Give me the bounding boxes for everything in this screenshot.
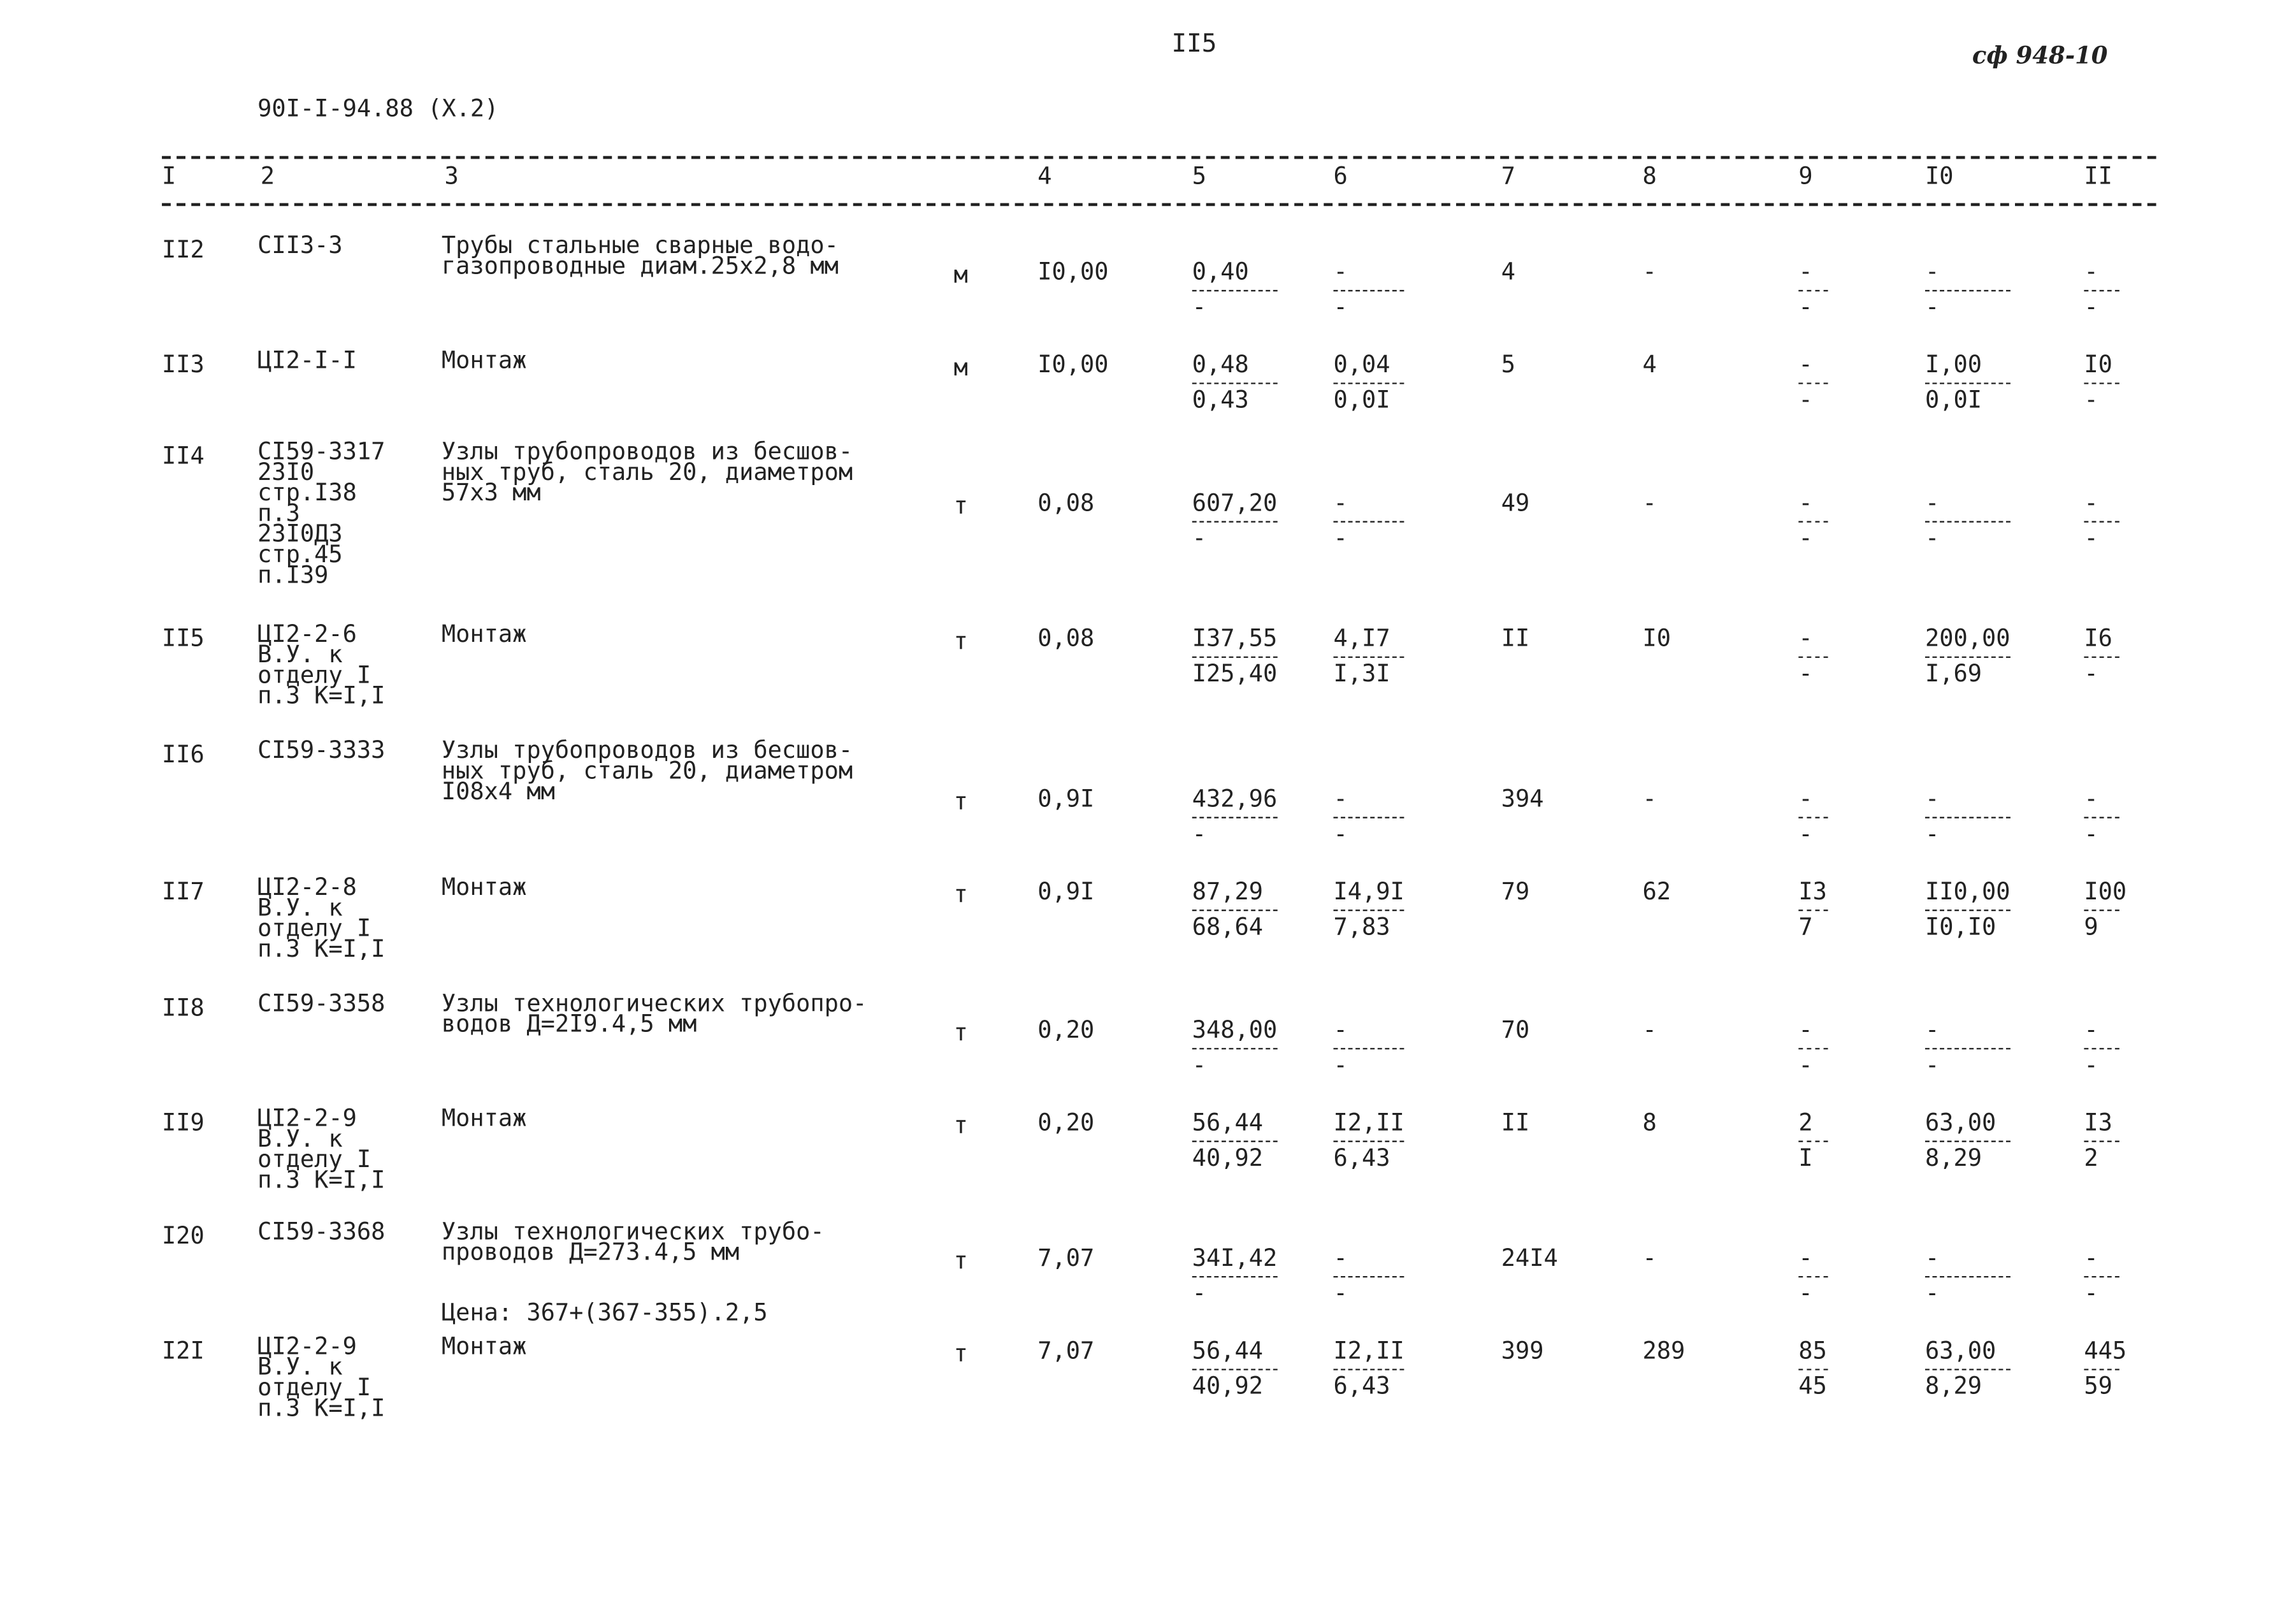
- c5-fraction-rule: [1192, 1276, 1278, 1277]
- c10-denominator: -: [1924, 524, 1940, 552]
- c10-denominator: 8,29: [1924, 1372, 1982, 1400]
- c6-denominator: 6,43: [1333, 1372, 1390, 1400]
- rate-code: ЦI2-I-I: [257, 345, 357, 374]
- c9-numerator: -: [1798, 350, 1813, 379]
- col8-value: 289: [1642, 1336, 1686, 1365]
- column-header-11: II: [2084, 162, 2112, 190]
- document-code: 90I-I-94.88 (X.2): [257, 94, 499, 122]
- c5-fraction-rule: [1192, 910, 1278, 911]
- unit: т: [953, 1018, 968, 1047]
- c11-numerator: -: [2084, 258, 2098, 286]
- column-header-10: I0: [1924, 162, 1954, 190]
- c6-fraction-rule: [1333, 290, 1404, 291]
- c11-fraction-rule: [2084, 1369, 2119, 1370]
- c9-denominator: 45: [1798, 1372, 1827, 1400]
- c6-denominator: 7,83: [1333, 912, 1390, 941]
- c11-denominator: -: [2084, 385, 2098, 414]
- c10-fraction-rule: [1925, 521, 2011, 522]
- archive-stamp: сф 948-10: [1972, 41, 2108, 69]
- c9-fraction-rule: [1798, 1276, 1828, 1277]
- c10-numerator: I,00: [1924, 350, 1982, 379]
- col7-value: II: [1501, 1108, 1530, 1136]
- c6-denominator: -: [1333, 524, 1348, 552]
- c5-numerator: 348,00: [1192, 1015, 1278, 1044]
- c9-numerator: I3: [1798, 877, 1827, 906]
- c6-numerator: -: [1333, 258, 1348, 286]
- rate-code: CI59-3333: [257, 736, 386, 764]
- c5-denominator: 40,92: [1192, 1143, 1264, 1172]
- c9-numerator: -: [1798, 488, 1813, 517]
- rate-code: ЦI2-2-8 В.У. к отделу I п.3 К=I,I: [257, 873, 386, 963]
- c11-numerator: -: [2084, 1015, 2098, 1044]
- c10-fraction-rule: [1925, 657, 2011, 658]
- c9-fraction-rule: [1798, 910, 1828, 911]
- c11-denominator: -: [2084, 820, 2098, 848]
- c9-numerator: -: [1798, 784, 1813, 813]
- c6-fraction-rule: [1333, 910, 1404, 911]
- c10-fraction-rule: [1925, 1048, 2011, 1049]
- c6-denominator: I,3I: [1333, 659, 1390, 688]
- work-description: Монтаж: [441, 873, 527, 901]
- c6-fraction-rule: [1333, 1141, 1404, 1142]
- quantity: 7,07: [1037, 1336, 1095, 1365]
- c11-fraction-rule: [2084, 817, 2119, 818]
- c5-numerator: I37,55: [1192, 624, 1278, 652]
- c6-fraction-rule: [1333, 657, 1404, 658]
- c11-fraction-rule: [2084, 290, 2119, 291]
- c6-denominator: -: [1333, 293, 1348, 321]
- c6-numerator: I4,9I: [1333, 877, 1404, 906]
- rate-code: CI59-3368: [257, 1217, 386, 1245]
- c9-numerator: -: [1798, 1015, 1813, 1044]
- item-number: II8: [162, 993, 205, 1022]
- c5-denominator: -: [1192, 293, 1207, 321]
- header-bottom-rule: [162, 203, 2156, 207]
- c11-numerator: I0: [2084, 350, 2112, 379]
- c10-numerator: 200,00: [1924, 624, 2011, 652]
- c9-numerator: -: [1798, 1244, 1813, 1272]
- c5-numerator: 56,44: [1192, 1108, 1264, 1136]
- c11-numerator: I00: [2084, 877, 2127, 906]
- column-header-4: 4: [1037, 162, 1052, 190]
- col8-value: -: [1642, 488, 1657, 517]
- column-header-7: 7: [1501, 162, 1516, 190]
- rate-code: ЦI2-2-9 В.У. к отделу I п.3 К=I,I: [257, 1103, 386, 1194]
- col7-value: 49: [1501, 488, 1530, 517]
- col8-value: -: [1642, 1015, 1657, 1044]
- c10-fraction-rule: [1925, 382, 2011, 384]
- c9-fraction-rule: [1798, 521, 1828, 522]
- col7-value: 399: [1501, 1336, 1544, 1365]
- c10-denominator: -: [1924, 1279, 1940, 1307]
- c5-fraction-rule: [1192, 817, 1278, 818]
- c11-numerator: I6: [2084, 624, 2112, 652]
- quantity: 0,9I: [1037, 877, 1095, 906]
- page-number: II5: [1171, 29, 1217, 59]
- c5-denominator: -: [1192, 1279, 1207, 1307]
- c9-denominator: -: [1798, 659, 1813, 688]
- c6-denominator: -: [1333, 820, 1348, 848]
- col7-value: 4: [1501, 258, 1516, 286]
- c5-fraction-rule: [1192, 290, 1278, 291]
- c6-numerator: I2,II: [1333, 1108, 1404, 1136]
- unit: м: [953, 260, 968, 289]
- c6-numerator: -: [1333, 1244, 1348, 1272]
- work-description: Узлы трубопроводов из бесшов- ных труб, сталь 20, диаметром I08х4 мм: [441, 736, 853, 806]
- c11-fraction-rule: [2084, 910, 2119, 911]
- col8-value: -: [1642, 258, 1657, 286]
- item-number: II7: [162, 877, 205, 906]
- quantity: I0,00: [1037, 258, 1109, 286]
- col8-value: I0: [1642, 624, 1671, 652]
- c10-numerator: -: [1924, 784, 1940, 813]
- work-description: Монтаж: [441, 620, 527, 648]
- c10-numerator: II0,00: [1924, 877, 2011, 906]
- c10-fraction-rule: [1925, 290, 2011, 291]
- unit: т: [953, 880, 968, 908]
- c11-denominator: 59: [2084, 1372, 2112, 1400]
- rate-code: ЦI2-2-9 В.У. к отделу I п.3 К=I,I: [257, 1332, 386, 1422]
- c6-fraction-rule: [1333, 382, 1404, 384]
- column-header-1: I: [162, 162, 177, 190]
- c10-numerator: 63,00: [1924, 1108, 1996, 1136]
- c5-fraction-rule: [1192, 382, 1278, 384]
- c9-fraction-rule: [1798, 1369, 1828, 1370]
- c10-fraction-rule: [1925, 1369, 2011, 1370]
- item-number: II9: [162, 1108, 205, 1136]
- c5-numerator: 34I,42: [1192, 1244, 1278, 1272]
- c10-denominator: 8,29: [1924, 1143, 1982, 1172]
- unit: т: [953, 1111, 968, 1140]
- c9-fraction-rule: [1798, 1048, 1828, 1049]
- quantity: 0,20: [1037, 1015, 1095, 1044]
- c5-denominator: I25,40: [1192, 659, 1278, 688]
- work-description: Узлы технологических трубо- проводов Д=273.4,5 мм: [441, 1217, 825, 1266]
- col8-value: 4: [1642, 350, 1657, 379]
- item-number: II6: [162, 740, 205, 769]
- c6-numerator: -: [1333, 784, 1348, 813]
- c6-fraction-rule: [1333, 1048, 1404, 1049]
- quantity: 0,20: [1037, 1108, 1095, 1136]
- c6-fraction-rule: [1333, 521, 1404, 522]
- c5-numerator: 432,96: [1192, 784, 1278, 813]
- c9-fraction-rule: [1798, 657, 1828, 658]
- quantity: 0,9I: [1037, 784, 1095, 813]
- c11-denominator: -: [2084, 293, 2098, 321]
- col7-value: II: [1501, 624, 1530, 652]
- work-description: Трубы стальные сварные водо- газопроводные диам.25х2,8 мм: [441, 231, 839, 280]
- c5-fraction-rule: [1192, 521, 1278, 522]
- c10-denominator: -: [1924, 293, 1940, 321]
- c9-denominator: -: [1798, 293, 1813, 321]
- unit: м: [953, 353, 968, 382]
- work-description: Узлы технологических трубопро- водов Д=2I9.4,5 мм: [441, 989, 867, 1038]
- c11-denominator: -: [2084, 659, 2098, 688]
- col8-value: -: [1642, 1244, 1657, 1272]
- c9-denominator: -: [1798, 1050, 1813, 1079]
- c5-fraction-rule: [1192, 1369, 1278, 1370]
- work-description: Узлы трубопроводов из бесшов- ных труб, сталь 20, диаметром 57х3 мм: [441, 437, 853, 507]
- c5-numerator: 56,44: [1192, 1336, 1264, 1365]
- c11-denominator: -: [2084, 1279, 2098, 1307]
- c10-fraction-rule: [1925, 1141, 2011, 1142]
- column-header-8: 8: [1642, 162, 1657, 190]
- work-description: Монтаж: [441, 1103, 527, 1132]
- col8-value: 8: [1642, 1108, 1657, 1136]
- column-header-6: 6: [1333, 162, 1348, 190]
- unit: т: [953, 1246, 968, 1275]
- c10-numerator: -: [1924, 1244, 1940, 1272]
- c5-fraction-rule: [1192, 657, 1278, 658]
- c9-fraction-rule: [1798, 817, 1828, 818]
- column-header-5: 5: [1192, 162, 1207, 190]
- col7-value: 394: [1501, 784, 1544, 813]
- c5-denominator: -: [1192, 524, 1207, 552]
- c9-denominator: 7: [1798, 912, 1813, 941]
- col8-value: 62: [1642, 877, 1671, 906]
- item-number: II4: [162, 441, 205, 470]
- c10-denominator: 0,0I: [1924, 385, 1982, 414]
- rate-code: ЦI2-2-6 В.У. к отделу I п.3 К=I,I: [257, 620, 386, 709]
- c6-denominator: -: [1333, 1279, 1348, 1307]
- item-number: II2: [162, 235, 205, 264]
- quantity: 0,08: [1037, 624, 1095, 652]
- c9-fraction-rule: [1798, 382, 1828, 384]
- c5-denominator: -: [1192, 820, 1207, 848]
- unit: т: [953, 491, 968, 520]
- c11-fraction-rule: [2084, 1048, 2119, 1049]
- quantity: I0,00: [1037, 350, 1109, 379]
- c11-fraction-rule: [2084, 521, 2119, 522]
- c9-numerator: -: [1798, 258, 1813, 286]
- c6-numerator: I2,II: [1333, 1336, 1404, 1365]
- c5-denominator: 68,64: [1192, 912, 1264, 941]
- c10-fraction-rule: [1925, 817, 2011, 818]
- column-header-3: 3: [444, 162, 459, 190]
- c5-fraction-rule: [1192, 1048, 1278, 1049]
- c5-numerator: 0,48: [1192, 350, 1249, 379]
- c9-numerator: 2: [1798, 1108, 1813, 1136]
- column-header-2: 2: [260, 162, 275, 190]
- c11-numerator: -: [2084, 488, 2098, 517]
- c6-fraction-rule: [1333, 1276, 1404, 1277]
- c11-denominator: 2: [2084, 1143, 2098, 1172]
- c9-numerator: 85: [1798, 1336, 1827, 1365]
- col7-value: 24I4: [1501, 1244, 1558, 1272]
- item-number: I2I: [162, 1336, 205, 1365]
- col7-value: 70: [1501, 1015, 1530, 1044]
- item-number: II5: [162, 624, 205, 652]
- column-header-9: 9: [1798, 162, 1813, 190]
- c11-fraction-rule: [2084, 1141, 2119, 1142]
- rate-code: CI59-3317 23I0 стр.I38 п.3 23I0Д3 стр.45 п.I39: [257, 437, 386, 589]
- c5-numerator: 0,40: [1192, 258, 1249, 286]
- c10-denominator: -: [1924, 1050, 1940, 1079]
- col7-value: 5: [1501, 350, 1516, 379]
- c6-numerator: 4,I7: [1333, 624, 1390, 652]
- c11-numerator: -: [2084, 784, 2098, 813]
- work-description: Монтаж: [441, 345, 527, 374]
- c11-denominator: -: [2084, 1050, 2098, 1079]
- c11-denominator: 9: [2084, 912, 2098, 941]
- rate-code: CI59-3358: [257, 989, 386, 1017]
- c11-numerator: -: [2084, 1244, 2098, 1272]
- c10-numerator: 63,00: [1924, 1336, 1996, 1365]
- c11-denominator: -: [2084, 524, 2098, 552]
- item-number: I20: [162, 1221, 205, 1250]
- c6-numerator: -: [1333, 1015, 1348, 1044]
- c10-numerator: -: [1924, 488, 1940, 517]
- c9-denominator: -: [1798, 385, 1813, 414]
- item-number: II3: [162, 350, 205, 379]
- c9-denominator: -: [1798, 524, 1813, 552]
- c6-denominator: 6,43: [1333, 1143, 1390, 1172]
- price-note: Цена: 367+(367-355).2,5: [441, 1298, 768, 1326]
- c5-denominator: 40,92: [1192, 1372, 1264, 1400]
- work-description: Монтаж: [441, 1332, 527, 1360]
- quantity: 7,07: [1037, 1244, 1095, 1272]
- c9-denominator: -: [1798, 1279, 1813, 1307]
- col8-value: -: [1642, 784, 1657, 813]
- c10-numerator: -: [1924, 258, 1940, 286]
- c5-numerator: 87,29: [1192, 877, 1264, 906]
- c5-fraction-rule: [1192, 1141, 1278, 1142]
- c9-numerator: -: [1798, 624, 1813, 652]
- c9-denominator: I: [1798, 1143, 1813, 1172]
- col7-value: 79: [1501, 877, 1530, 906]
- c5-denominator: 0,43: [1192, 385, 1249, 414]
- c10-denominator: I,69: [1924, 659, 1982, 688]
- header-top-rule: [162, 156, 2156, 159]
- c6-denominator: 0,0I: [1333, 385, 1390, 414]
- c10-denominator: I0,I0: [1924, 912, 1996, 941]
- c5-numerator: 607,20: [1192, 488, 1278, 517]
- c9-fraction-rule: [1798, 1141, 1828, 1142]
- rate-code: CII3-3: [257, 231, 343, 259]
- unit: т: [953, 1339, 968, 1368]
- unit: т: [953, 627, 968, 655]
- c6-numerator: -: [1333, 488, 1348, 517]
- c6-numerator: 0,04: [1333, 350, 1390, 379]
- c10-fraction-rule: [1925, 1276, 2011, 1277]
- quantity: 0,08: [1037, 488, 1095, 517]
- c9-fraction-rule: [1798, 290, 1828, 291]
- c11-fraction-rule: [2084, 382, 2119, 384]
- c6-fraction-rule: [1333, 817, 1404, 818]
- c6-denominator: -: [1333, 1050, 1348, 1079]
- c6-fraction-rule: [1333, 1369, 1404, 1370]
- c10-denominator: -: [1924, 820, 1940, 848]
- c11-fraction-rule: [2084, 1276, 2119, 1277]
- c10-numerator: -: [1924, 1015, 1940, 1044]
- c11-numerator: I3: [2084, 1108, 2112, 1136]
- c11-numerator: 445: [2084, 1336, 2127, 1365]
- c5-denominator: -: [1192, 1050, 1207, 1079]
- c11-fraction-rule: [2084, 657, 2119, 658]
- unit: т: [953, 787, 968, 816]
- c10-fraction-rule: [1925, 910, 2011, 911]
- c9-denominator: -: [1798, 820, 1813, 848]
